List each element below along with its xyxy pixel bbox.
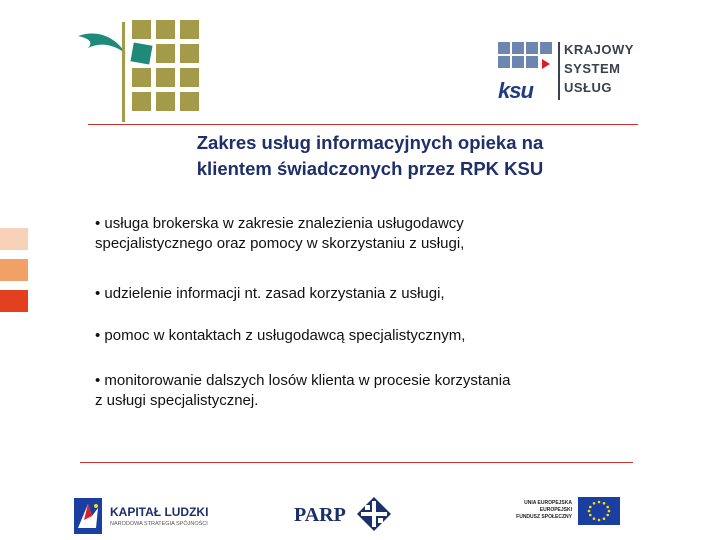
parp-word: PARP [294, 504, 346, 526]
side-square-light [0, 228, 28, 250]
kapital-ludzki-subtitle: NARODOWA STRATEGIA SPÓJNOŚCI [110, 521, 208, 527]
eu-logo [512, 497, 622, 525]
kapital-ludzki-title: KAPITAŁ LUDZKI [110, 505, 209, 519]
title-line-2: klientem świadczonych przez RPK KSU [196, 158, 544, 179]
red-arrow-icon [542, 59, 550, 69]
top-rule [88, 124, 638, 125]
ksu-line-1: KRAJOWY [564, 42, 634, 57]
title-line-1: Zakres usług informacyjnych opieka na [196, 132, 544, 153]
eu-flag-icon [578, 497, 620, 525]
side-square-medium [0, 259, 28, 281]
bullet-item-4: • monitorowanie dalszych losów klienta w procesie korzystania z usługi specjalistycznej. [95, 372, 511, 409]
ksu-logo-word: ksu [498, 78, 533, 103]
parp-emblem-icon [356, 496, 392, 532]
bullet-item-2: • udzielenie informacji nt. zasad korzystania z usługi, [95, 285, 445, 302]
bullet-item-1: • usługa brokerska w zakresie znalezienia usługodawcy specjalistycznego oraz pomocy w skorzystaniu z usługi, [95, 215, 465, 252]
eu-text: UNIA EUROPEJSKA EUROPEJSKI FUNDUSZ SPOŁECZNY [516, 500, 572, 520]
side-square-dark [0, 290, 28, 312]
ksu-line-3: USŁUG [564, 80, 612, 95]
top-left-logo [74, 14, 214, 124]
kapital-ludzki-emblem-icon [74, 498, 102, 534]
ksu-line-2: SYSTEM [564, 61, 621, 76]
ksu-logo [494, 40, 654, 104]
ksu-divider [558, 42, 560, 100]
kapital-ludzki-logo [74, 496, 224, 536]
logo-bar [122, 22, 125, 122]
teal-wing-icon [74, 14, 134, 74]
bullet-item-3: • pomoc w kontaktach z usługodawcą specjalistycznym, [95, 327, 466, 344]
bottom-rule [80, 462, 633, 463]
slide-title [100, 130, 640, 182]
parp-logo [294, 496, 404, 532]
